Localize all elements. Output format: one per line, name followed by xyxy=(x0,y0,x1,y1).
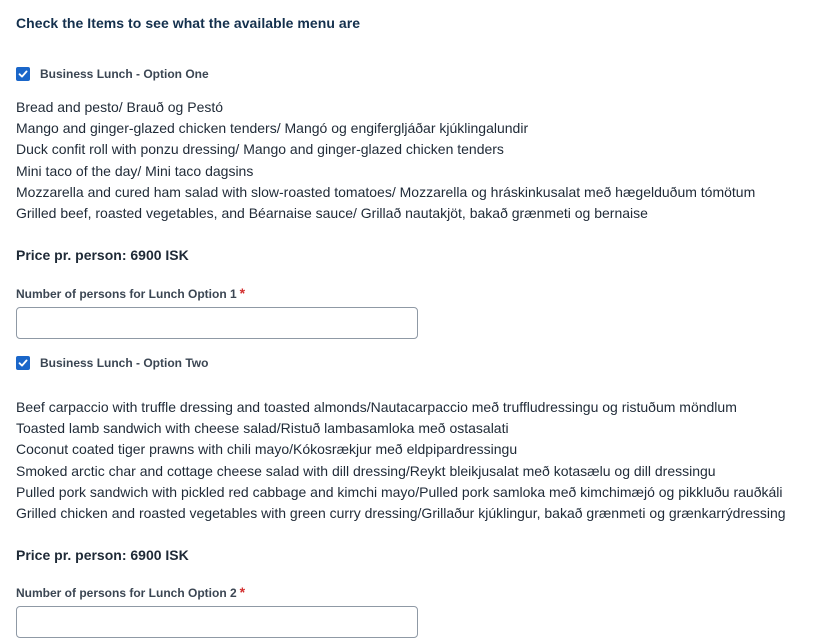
menu-item: Coconut coated tiger prawns with chili mayo/Kókosrækjur með eldpipardressingu xyxy=(16,441,518,458)
menu-item: Beef carpaccio with truffle dressing and toasted almonds/Nautacarpaccio með truffludressingu og ristuðum möndlum xyxy=(16,399,737,415)
option-one-checkbox[interactable] xyxy=(16,67,30,81)
option-two-menu xyxy=(16,397,786,524)
option-one-persons-input[interactable] xyxy=(16,307,418,339)
menu-item: Smoked arctic char and cottage cheese salad with dill dressing/Reykt bleikjusalat með kotasælu og dill dressingu xyxy=(16,462,716,479)
option-one-menu xyxy=(16,97,755,224)
persons-label-text: Number of persons for Lunch Option 1 xyxy=(16,287,237,301)
menu-item: Mozzarella and cured ham salad with slow-roasted tomatoes/ Mozzarella og hráskinkusalat með hægelduðum tómötum xyxy=(16,183,756,200)
required-indicator: * xyxy=(239,584,246,600)
option-two-persons-label xyxy=(16,584,245,600)
option-one-persons-label xyxy=(16,285,245,301)
option-one-label: Business Lunch - Option One xyxy=(40,67,209,81)
menu-item: Toasted lamb sandwich with cheese salad/Ristuð lambasamloka með ostasalati xyxy=(16,420,509,437)
menu-item: Bread and pesto/ Brauð og Pestó xyxy=(16,99,224,115)
option-two-label: Business Lunch - Option Two xyxy=(40,356,209,370)
menu-item: Mini taco of the day/ Mini taco dagsins xyxy=(16,162,254,179)
checkmark-icon xyxy=(18,69,28,79)
option-two-price: Price pr. person: 6900 ISK xyxy=(16,547,189,563)
menu-item: Grilled chicken and roasted vegetables with green curry dressing/Grillaður kjúklingur, bakað grænmeti og grænkarrýdressing xyxy=(16,505,786,522)
option-one-row[interactable] xyxy=(16,66,209,82)
option-one-price: Price pr. person: 6900 ISK xyxy=(16,247,189,263)
persons-label-text: Number of persons for Lunch Option 2 xyxy=(16,586,237,600)
menu-item: Grilled beef, roasted vegetables, and Béarnaise sauce/ Grillað nautakjöt, bakað grænmeti og bernaise xyxy=(16,205,648,222)
menu-item: Pulled pork sandwich with pickled red cabbage and kimchi mayo/Pulled pork samloka með kimchimæjó og pikkluðu rauðkáli xyxy=(16,483,783,500)
option-two-row[interactable] xyxy=(16,355,208,371)
menu-item: Mango and ginger-glazed chicken tenders/ Mangó og engifergljáðar kjúklingalundir xyxy=(16,120,529,137)
checkmark-icon xyxy=(18,358,28,368)
form-heading: Check the Items to see what the available menu are xyxy=(16,15,361,31)
option-two-checkbox[interactable] xyxy=(16,356,30,370)
required-indicator: * xyxy=(239,285,246,301)
menu-item: Duck confit roll with ponzu dressing/ Mango and ginger-glazed chicken tenders xyxy=(16,141,504,158)
option-two-persons-input[interactable] xyxy=(16,606,418,638)
